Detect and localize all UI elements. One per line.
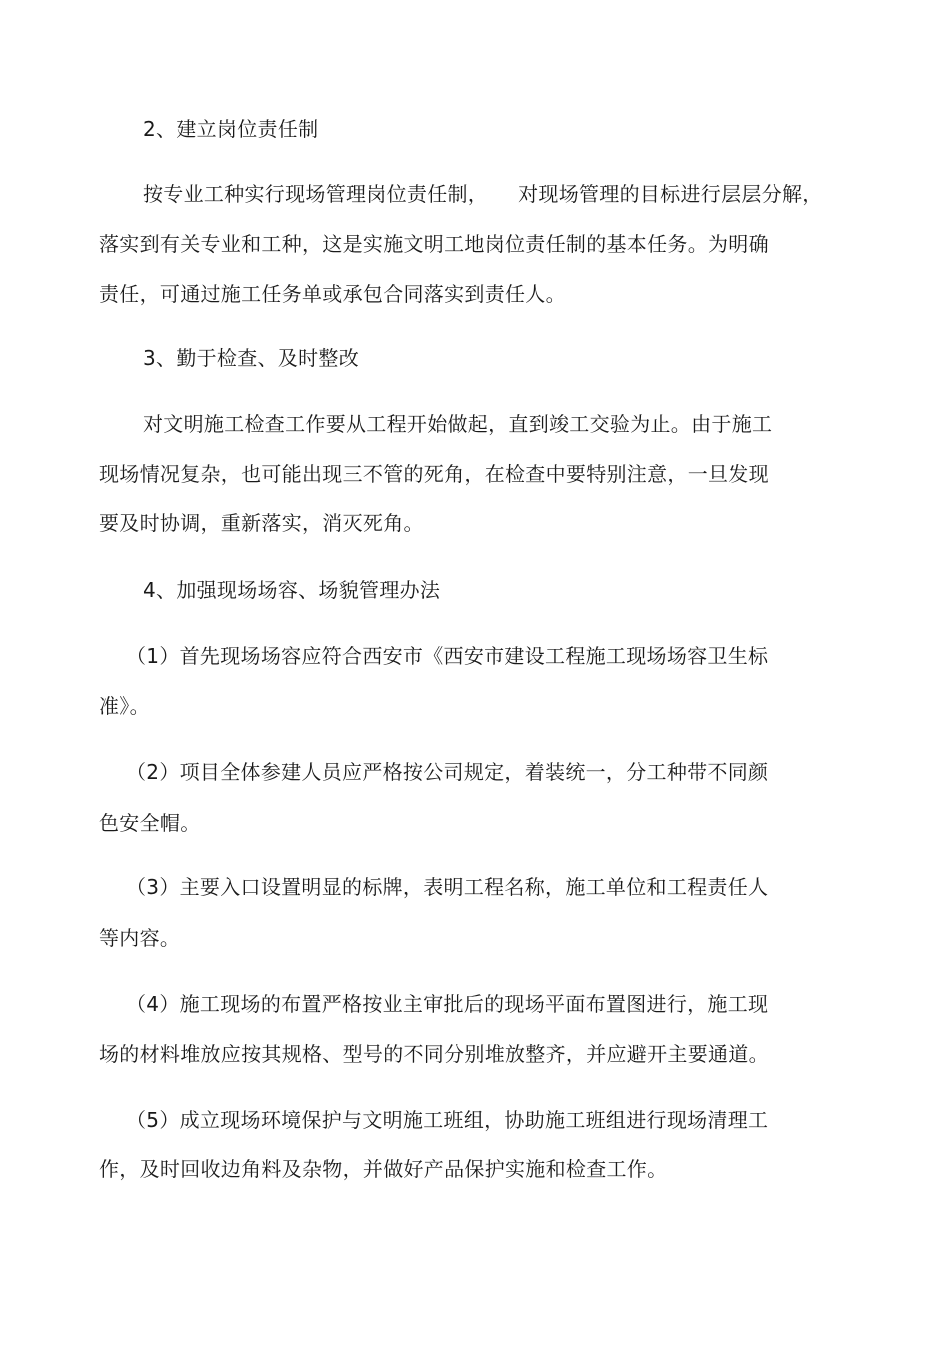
item-4-line-2: 场的材料堆放应按其规格、型号的不同分别堆放整齐，并应避开主要通道。 — [99, 1042, 769, 1066]
section-2-line-2: 落实到有关专业和工种，这是实施文明工地岗位责任制的基本任务。为明确 — [99, 232, 769, 256]
section-2-heading: 2、建立岗位责任制 — [143, 117, 319, 141]
section-3-line-1: 对文明施工检查工作要从工程开始做起，直到竣工交验为止。由于施工 — [143, 412, 773, 436]
section-3-line-2: 现场情况复杂，也可能出现三不管的死角，在检查中要特别注意，一旦发现 — [99, 462, 769, 486]
section-2-line-1 — [143, 180, 823, 208]
item-5-line-1: （5）成立现场环境保护与文明施工班组，协助施工班组进行现场清理工 — [126, 1108, 769, 1132]
section-2-line-1a: 按专业工种实行现场管理岗位责任制， — [143, 182, 489, 206]
item-3-line-1: （3）主要入口设置明显的标牌，表明工程名称，施工单位和工程责任人 — [126, 875, 769, 899]
section-2-line-3: 责任，可通过施工任务单或承包合同落实到责任人。 — [99, 282, 566, 306]
item-3-line-2: 等内容。 — [99, 926, 181, 950]
item-2-line-2: 色安全帽。 — [99, 811, 201, 835]
item-4-line-1: （4）施工现场的布置严格按业主审批后的现场平面布置图进行，施工现 — [126, 992, 769, 1016]
section-4-heading: 4、加强现场场容、场貌管理办法 — [143, 578, 441, 602]
item-5-line-2: 作，及时回收边角料及杂物，并做好产品保护实施和检查工作。 — [99, 1157, 668, 1181]
item-1-line-1: （1）首先现场场容应符合西安市《西安市建设工程施工现场场容卫生标 — [126, 644, 769, 668]
item-1-line-2: 准》。 — [99, 694, 150, 718]
item-2-line-1: （2）项目全体参建人员应严格按公司规定，着装统一，分工种带不同颜 — [126, 760, 769, 784]
section-3-line-3: 要及时协调，重新落实，消灭死角。 — [99, 511, 424, 535]
section-3-heading: 3、勤于检查、及时整改 — [143, 346, 360, 370]
section-2-line-1b: 对现场管理的目标进行层层分解， — [518, 182, 823, 206]
